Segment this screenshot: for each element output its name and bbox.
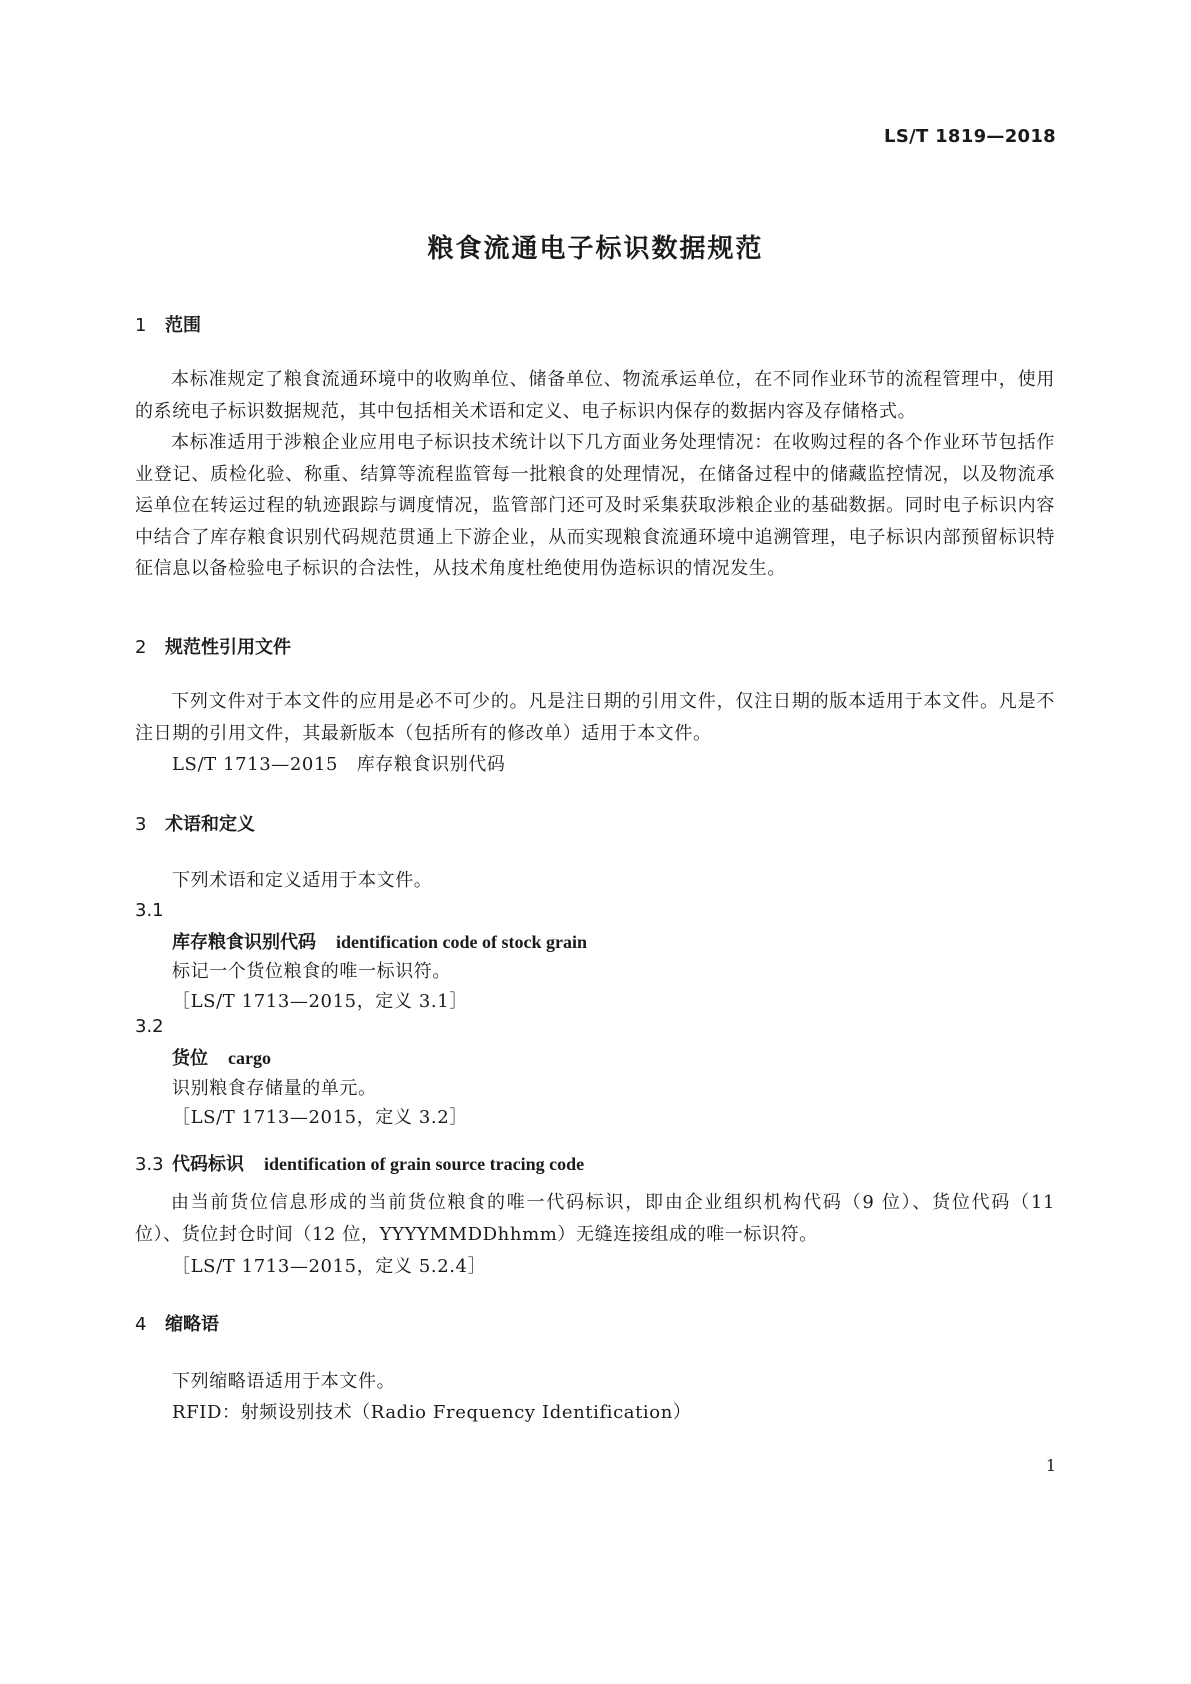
section-title: 规范性引用文件 — [165, 637, 291, 658]
section-4-heading — [135, 1310, 219, 1336]
term-chinese: 货位 — [172, 1048, 208, 1069]
section-title: 缩略语 — [165, 1314, 219, 1335]
section-number: 3 — [135, 814, 147, 835]
section-1-paragraph-1: 本标准规定了粮食流通环境中的收购单位、储备单位、物流承运单位，在不同作业环节的流程管理中，使用的系统电子标识数据规范，其中包括相关术语和定义、电子标识内保存的数据内容及存储格式。 — [135, 369, 1055, 422]
section-3-heading — [135, 810, 255, 836]
term-english: identification of grain source tracing code — [264, 1154, 585, 1174]
section-3-intro: 下列术语和定义适用于本文件。 — [172, 870, 433, 891]
standard-code: LS/T 1819—2018 — [884, 126, 1056, 147]
document-title: 粮食流通电子标识数据规范 — [427, 234, 764, 264]
page-number: 1 — [1045, 1456, 1056, 1475]
term-number: 3.1 — [135, 900, 164, 921]
term-chinese: 库存粮食识别代码 — [172, 932, 316, 953]
abbreviation-entry: RFID：射频设别技术（Radio Frequency Identification） — [172, 1402, 692, 1423]
normative-reference: LS/T 1713—2015 库存粮食识别代码 — [172, 754, 506, 775]
section-4-intro: 下列缩略语适用于本文件。 — [172, 1371, 396, 1392]
term-number: 3.2 — [135, 1016, 164, 1037]
section-number: 4 — [135, 1314, 147, 1335]
section-title: 范围 — [165, 315, 201, 336]
term-entry — [172, 1044, 271, 1070]
term-chinese: 代码标识 — [172, 1154, 244, 1175]
section-1-paragraph-2: 本标准适用于涉粮企业应用电子标识技术统计以下几方面业务处理情况：在收购过程的各个作业环节包括作业登记、质检化验、称重、结算等流程监管每一批粮食的处理情况，在储备过程中的储藏监控情况，以及物流承运单位在转运过程的轨迹跟踪与调度情况，监管部门还可及时采集获取涉粮企业的基础数据。同时电子标识内容中结合了库存粮食识别代码规范贯通上下游企业，从而实现粮食流通环境中追溯管理，电子标识内部预留标识特征信息以备检验电子标识的合法性，从技术角度杜绝使用伪造标识的情况发生。 — [135, 432, 1055, 579]
term-entry — [172, 928, 587, 954]
section-number: 1 — [135, 315, 147, 336]
section-2-paragraph: 下列文件对于本文件的应用是必不可少的。凡是注日期的引用文件，仅注日期的版本适用于本文件。凡是不注日期的引用文件，其最新版本（包括所有的修改单）适用于本文件。 — [135, 691, 1055, 744]
term-entry — [135, 1150, 584, 1176]
term-definition: 标记一个货位粮食的唯一标识符。 — [172, 961, 451, 982]
section-number: 2 — [135, 637, 147, 658]
term-number: 3.3 — [135, 1154, 164, 1175]
term-definition: 识别粮食存储量的单元。 — [172, 1078, 377, 1099]
term-source: ［LS/T 1713—2015，定义 3.2］ — [172, 1107, 468, 1128]
section-1-heading — [135, 311, 201, 337]
term-english: cargo — [228, 1048, 271, 1068]
section-title: 术语和定义 — [165, 814, 255, 835]
term-english: identification code of stock grain — [336, 932, 587, 952]
term-source: ［LS/T 1713—2015，定义 5.2.4］ — [172, 1256, 487, 1277]
term-definition: 由当前货位信息形成的当前货位粮食的唯一代码标识，即由企业组织机构代码（9 位）、货位代码（11 位）、货位封仓时间（12 位，YYYYMMDDhhmm）无缝连接组成的唯一标识符。 — [135, 1192, 1055, 1245]
term-source: ［LS/T 1713—2015，定义 3.1］ — [172, 991, 468, 1012]
section-2-heading — [135, 633, 291, 659]
